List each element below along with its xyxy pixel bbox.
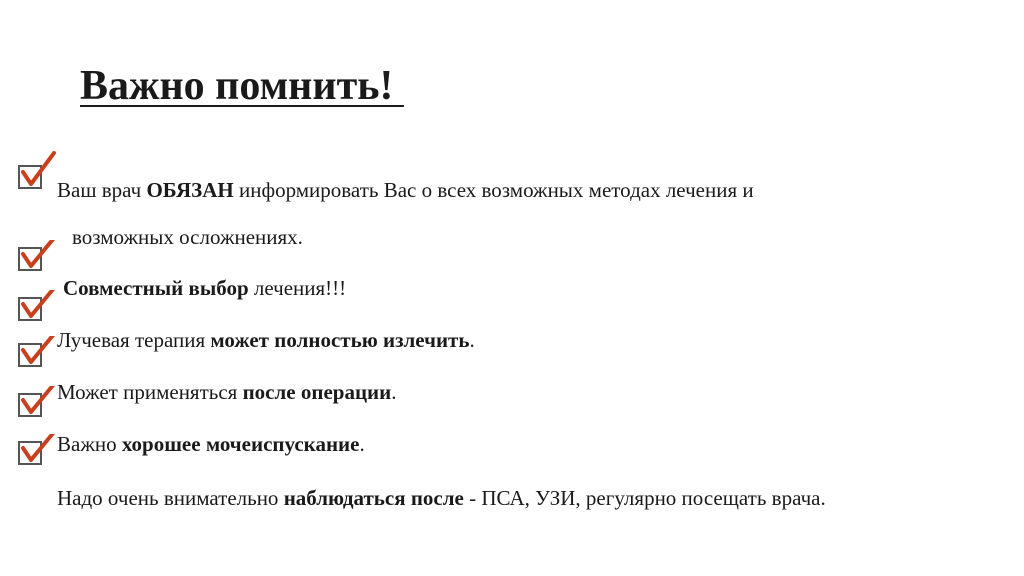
- line-text: .: [359, 432, 365, 456]
- line-text: лечения!!!: [248, 276, 347, 300]
- line-text: Ваш врач: [57, 178, 147, 202]
- checkbox-check-icon: [16, 150, 62, 196]
- line-text: Надо очень внимательно: [57, 486, 284, 510]
- bullet-after-surgery: [57, 380, 397, 404]
- line-text: информировать Вас о всех возможных методах лечения и: [233, 178, 754, 202]
- line-bold: наблюдаться после: [283, 486, 464, 510]
- line-text: - ПСА, УЗИ, регулярно посещать врача.: [463, 486, 826, 510]
- bullet-joint-choice: [63, 276, 346, 300]
- line-bold: Совместный выбор: [63, 276, 249, 300]
- bullet-urination: [57, 432, 365, 456]
- line-text: Важно: [57, 432, 122, 456]
- line-text: возможных осложнениях.: [72, 225, 303, 249]
- checkbox-check-icon: [16, 386, 62, 432]
- line-text: .: [469, 328, 475, 352]
- line-text: Лучевая терапия: [57, 328, 211, 352]
- line-text: Может применяться: [57, 380, 243, 404]
- checkbox-check-icon: [16, 290, 62, 336]
- bullet-doctor-obliged: [57, 178, 754, 202]
- slide-title: Важно помнить!: [80, 63, 404, 109]
- line-bold: ОБЯЗАН: [146, 178, 234, 202]
- bullet-radiation-therapy: [57, 328, 475, 352]
- line-bold: хорошее мочеиспускание: [121, 432, 360, 456]
- checkbox-check-icon: [16, 336, 62, 382]
- bullet-doctor-obliged-continued: [72, 225, 303, 249]
- checkbox-check-icon: [16, 434, 62, 480]
- line-bold: после операции: [242, 380, 392, 404]
- bullet-follow-up: [57, 486, 826, 510]
- checkbox-check-icon: [16, 240, 62, 286]
- line-bold: может полностью излечить: [210, 328, 470, 352]
- line-text: .: [391, 380, 397, 404]
